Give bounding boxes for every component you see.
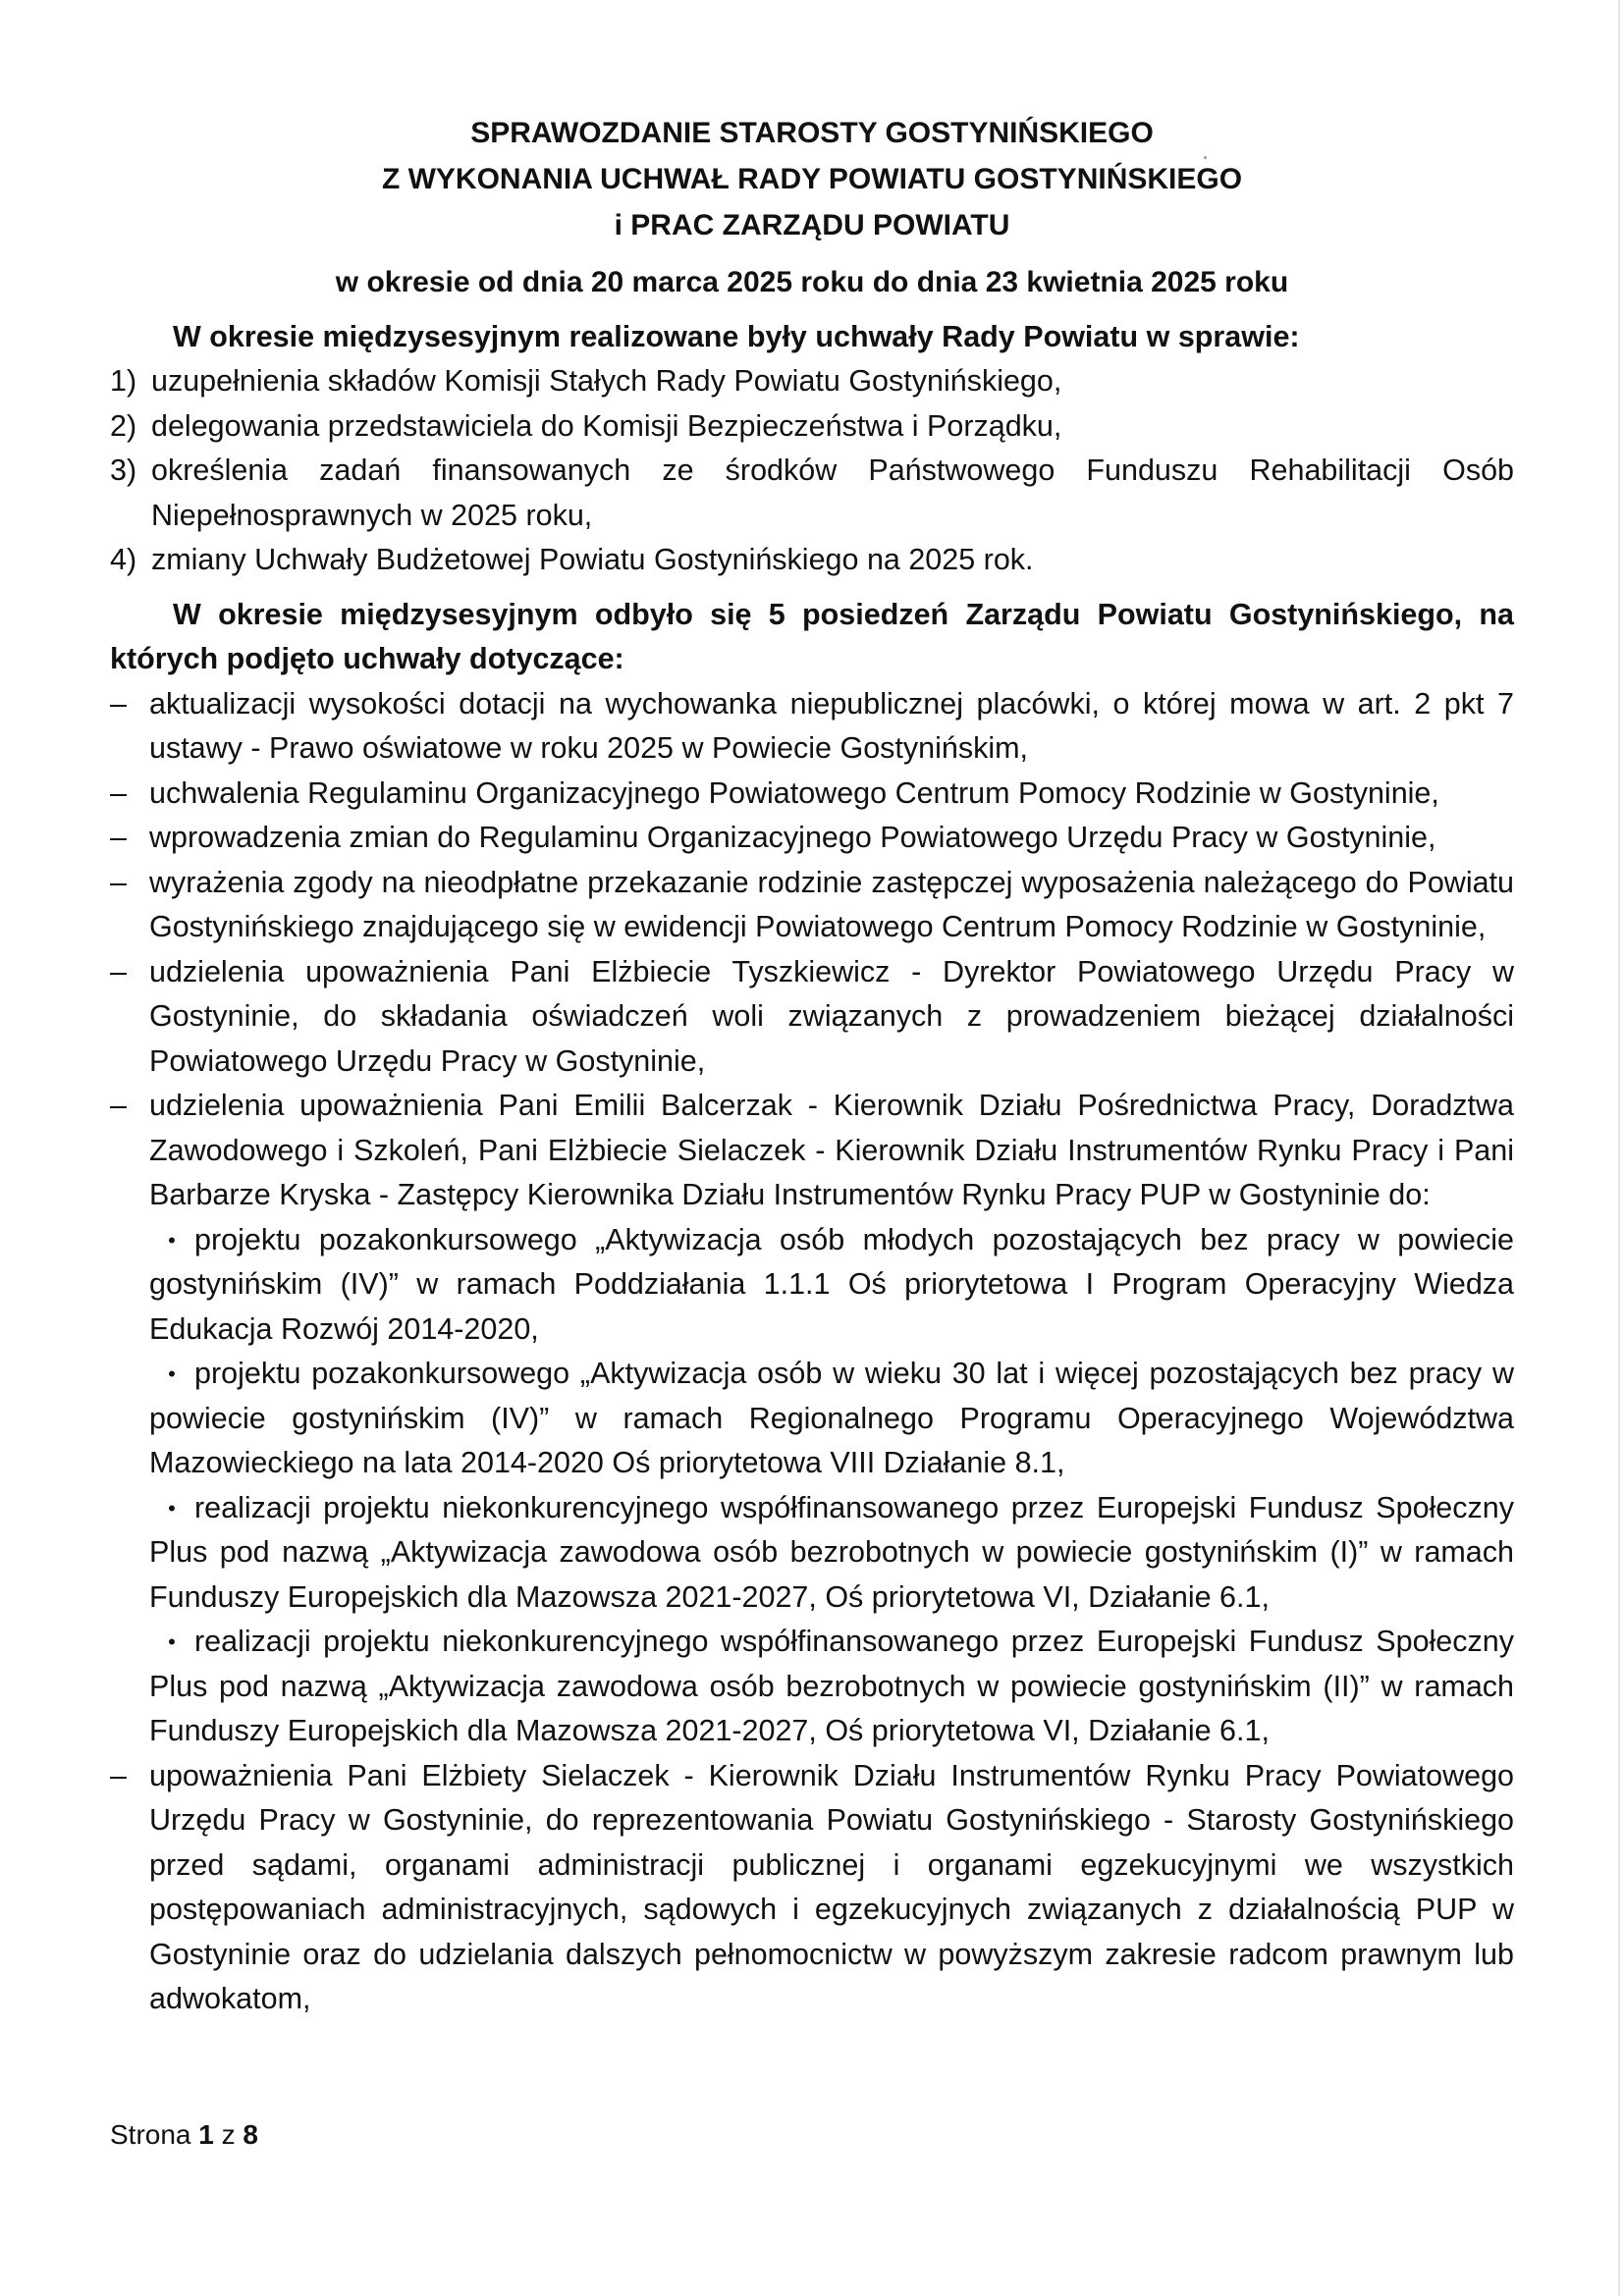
item-text: udzielenia upoważnienia Pani Elżbiecie Tyszkiewicz - Dyrektor Powiatowego Urzędu Pracy w Gostyninie, do składania oświadczeń woli związanych z prowadzeniem bieżącej działalności Powiatowego Urzędu Pracy w Gostyninie,	[149, 954, 1514, 1078]
item-text: realizacji projektu niekonkurencyjnego współfinansowanego przez Europejski Fundusz Społeczny Plus pod nazwą „Aktywizacja zawodowa osób bezrobotnych w powiecie gostynińskim (II)” w ramach Funduszy Europejskich dla Mazowsza 2021-2027, Oś priorytetowa VI, Działanie 6.1,	[149, 1625, 1514, 1747]
title-line-3: i PRAC ZARZĄDU POWIATU	[614, 209, 1010, 241]
dash-marker: –	[110, 954, 127, 988]
dash-marker: –	[110, 865, 127, 899]
item-text: projektu pozakonkursowego „Aktywizacja osób w wieku 30 lat i więcej pozostających bez pracy w powiecie gostynińskim (IV)” w ramach Regionalnego Programu Operacyjnego Województwa Mazowieckiego na lata 2014-2020 Oś priorytetowa VIII Działanie 8.1,	[149, 1357, 1514, 1479]
item-text: projektu pozakonkursowego „Aktywizacja osób młodych pozostających bez pracy w powiecie gostynińskim (IV)” w ramach Poddziałania 1.1.1 Oś priorytetowa I Program Operacyjny Wiedza Edukacja Rozwój 2014-2020,	[149, 1222, 1514, 1346]
page-separator: z	[221, 2119, 236, 2150]
bullet-marker: •	[168, 1495, 176, 1521]
document-body	[110, 110, 1514, 2022]
list-item	[110, 861, 1514, 950]
item-text: aktualizacji wysokości dotacji na wychowanka niepublicznej placówki, o której mowa w art. 2 pkt 7 ustawy - Prawo oświatowe w roku 2025 w Powiecie Gostynińskim,	[149, 686, 1514, 765]
item-number: 4)	[110, 543, 137, 576]
dash-marker: –	[110, 821, 127, 854]
page-footer	[110, 2119, 258, 2151]
bullet-marker: •	[168, 1362, 176, 1386]
item-text: upoważnienia Pani Elżbiety Sielaczek - Kierownik Działu Instrumentów Rynku Pracy Powiatowego Urzędu Pracy w Gostyninie, do reprezentowania Powiatu Gostynińskiego - Starosty Gostynińskiego przed sądami, organami administracji publicznej i organami egzekucyjnymi we wszystkich postępowaniach administracyjnych, sądowych i egzekucyjnych związanych z działalnością PUP w Gostyninie oraz do udzielania dalszych pełnomocnictw w powyższym zakresie radcom prawnym lub adwokatom,	[149, 1758, 1514, 2015]
item-text: realizacji projektu niekonkurencyjnego współfinansowanego przez Europejski Fundusz Społeczny Plus pod nazwą „Aktywizacja zawodowa osób bezrobotnych w powiecie gostynińskim (I)” w ramach Funduszy Europejskich dla Mazowsza 2021-2027, Oś priorytetowa VI, Działanie 6.1,	[149, 1490, 1514, 1614]
list-item	[149, 1218, 1514, 1353]
list-item	[149, 1352, 1514, 1486]
document-title	[110, 110, 1514, 248]
item-text: zmiany Uchwały Budżetowej Powiatu Gostynińskiego na 2025 rok.	[151, 543, 1034, 576]
list-item	[110, 359, 1514, 404]
item-text: delegowania przedstawiciela do Komisji Bezpieczeństwa i Porządku,	[151, 408, 1062, 443]
item-number: 2)	[110, 408, 137, 443]
list-item	[110, 1084, 1514, 1754]
list-item	[110, 538, 1514, 583]
dash-marker: –	[110, 1758, 127, 1792]
item-text: udzielenia upoważnienia Pani Emilii Balcerzak - Kierownik Działu Pośrednictwa Pracy, Doradztwa Zawodowego i Szkoleń, Pani Elżbiecie Sielaczek - Kierownik Działu Instrumentów Rynku Pracy i Pani Barbarze Kryska - Zastępcy Kierownika Działu Instrumentów Rynku Pracy PUP w Gostyninie do:	[149, 1089, 1514, 1211]
board-intro: W okresie międzysesyjnym odbyło się 5 posiedzeń Zarządu Powiatu Gostynińskiego, na których podjęto uchwały dotyczące:	[110, 597, 1514, 675]
dash-marker: –	[110, 775, 127, 810]
council-intro: W okresie międzysesyjnym realizowane były uchwały Rady Powiatu w sprawie:	[173, 319, 1300, 353]
item-text: wyrażenia zgody na nieodpłatne przekazanie rodzinie zastępczej wyposażenia należącego do Powiatu Gostynińskiego znajdującego się w ewidencji Powiatowego Centrum Pomocy Rodzinie w Gostyninie,	[149, 865, 1514, 943]
list-item	[149, 1620, 1514, 1754]
list-item	[110, 1754, 1514, 2022]
item-text: uzupełnienia składów Komisji Stałych Rady Powiatu Gostynińskiego,	[151, 364, 1062, 398]
report-period: w okresie od dnia 20 marca 2025 roku do dnia 23 kwietnia 2025 roku	[335, 266, 1289, 298]
list-item	[110, 682, 1514, 772]
council-resolutions-list	[110, 359, 1514, 583]
list-item	[110, 816, 1514, 861]
item-number: 3)	[110, 454, 137, 487]
item-text: określenia zadań finansowanych ze środków Państwowego Funduszu Rehabilitacji Osób Niepełnosprawnych w 2025 roku,	[151, 454, 1514, 532]
list-item	[110, 404, 1514, 450]
page-label: Strona	[110, 2119, 191, 2150]
title-line-2: Z WYKONANIA UCHWAŁ RADY POWIATU GOSTYNIŃSKIEGO	[381, 163, 1243, 195]
title-line-1: SPRAWOZDANIE STAROSTY GOSTYNIŃSKIEGO	[470, 117, 1154, 149]
bullet-marker: •	[168, 1227, 176, 1253]
bullet-marker: •	[168, 1629, 176, 1654]
list-item	[110, 950, 1514, 1085]
item-text: wprowadzenia zmian do Regulaminu Organizacyjnego Powiatowego Urzędu Pracy w Gostyninie,	[149, 821, 1436, 854]
board-resolutions-list	[110, 682, 1514, 2022]
scan-edge	[1618, 0, 1620, 2296]
list-item	[110, 449, 1514, 538]
dash-marker: –	[110, 1089, 127, 1122]
list-item	[149, 1486, 1514, 1621]
dash-marker: –	[110, 686, 127, 721]
item-text: uchwalenia Regulaminu Organizacyjnego Powiatowego Centrum Pomocy Rodzinie w Gostyninie,	[149, 775, 1439, 810]
item-number: 1)	[110, 364, 137, 398]
list-item	[110, 772, 1514, 817]
current-page-number: 1	[198, 2119, 214, 2150]
authorization-projects-list	[149, 1218, 1514, 1754]
total-pages-number: 8	[243, 2119, 258, 2150]
